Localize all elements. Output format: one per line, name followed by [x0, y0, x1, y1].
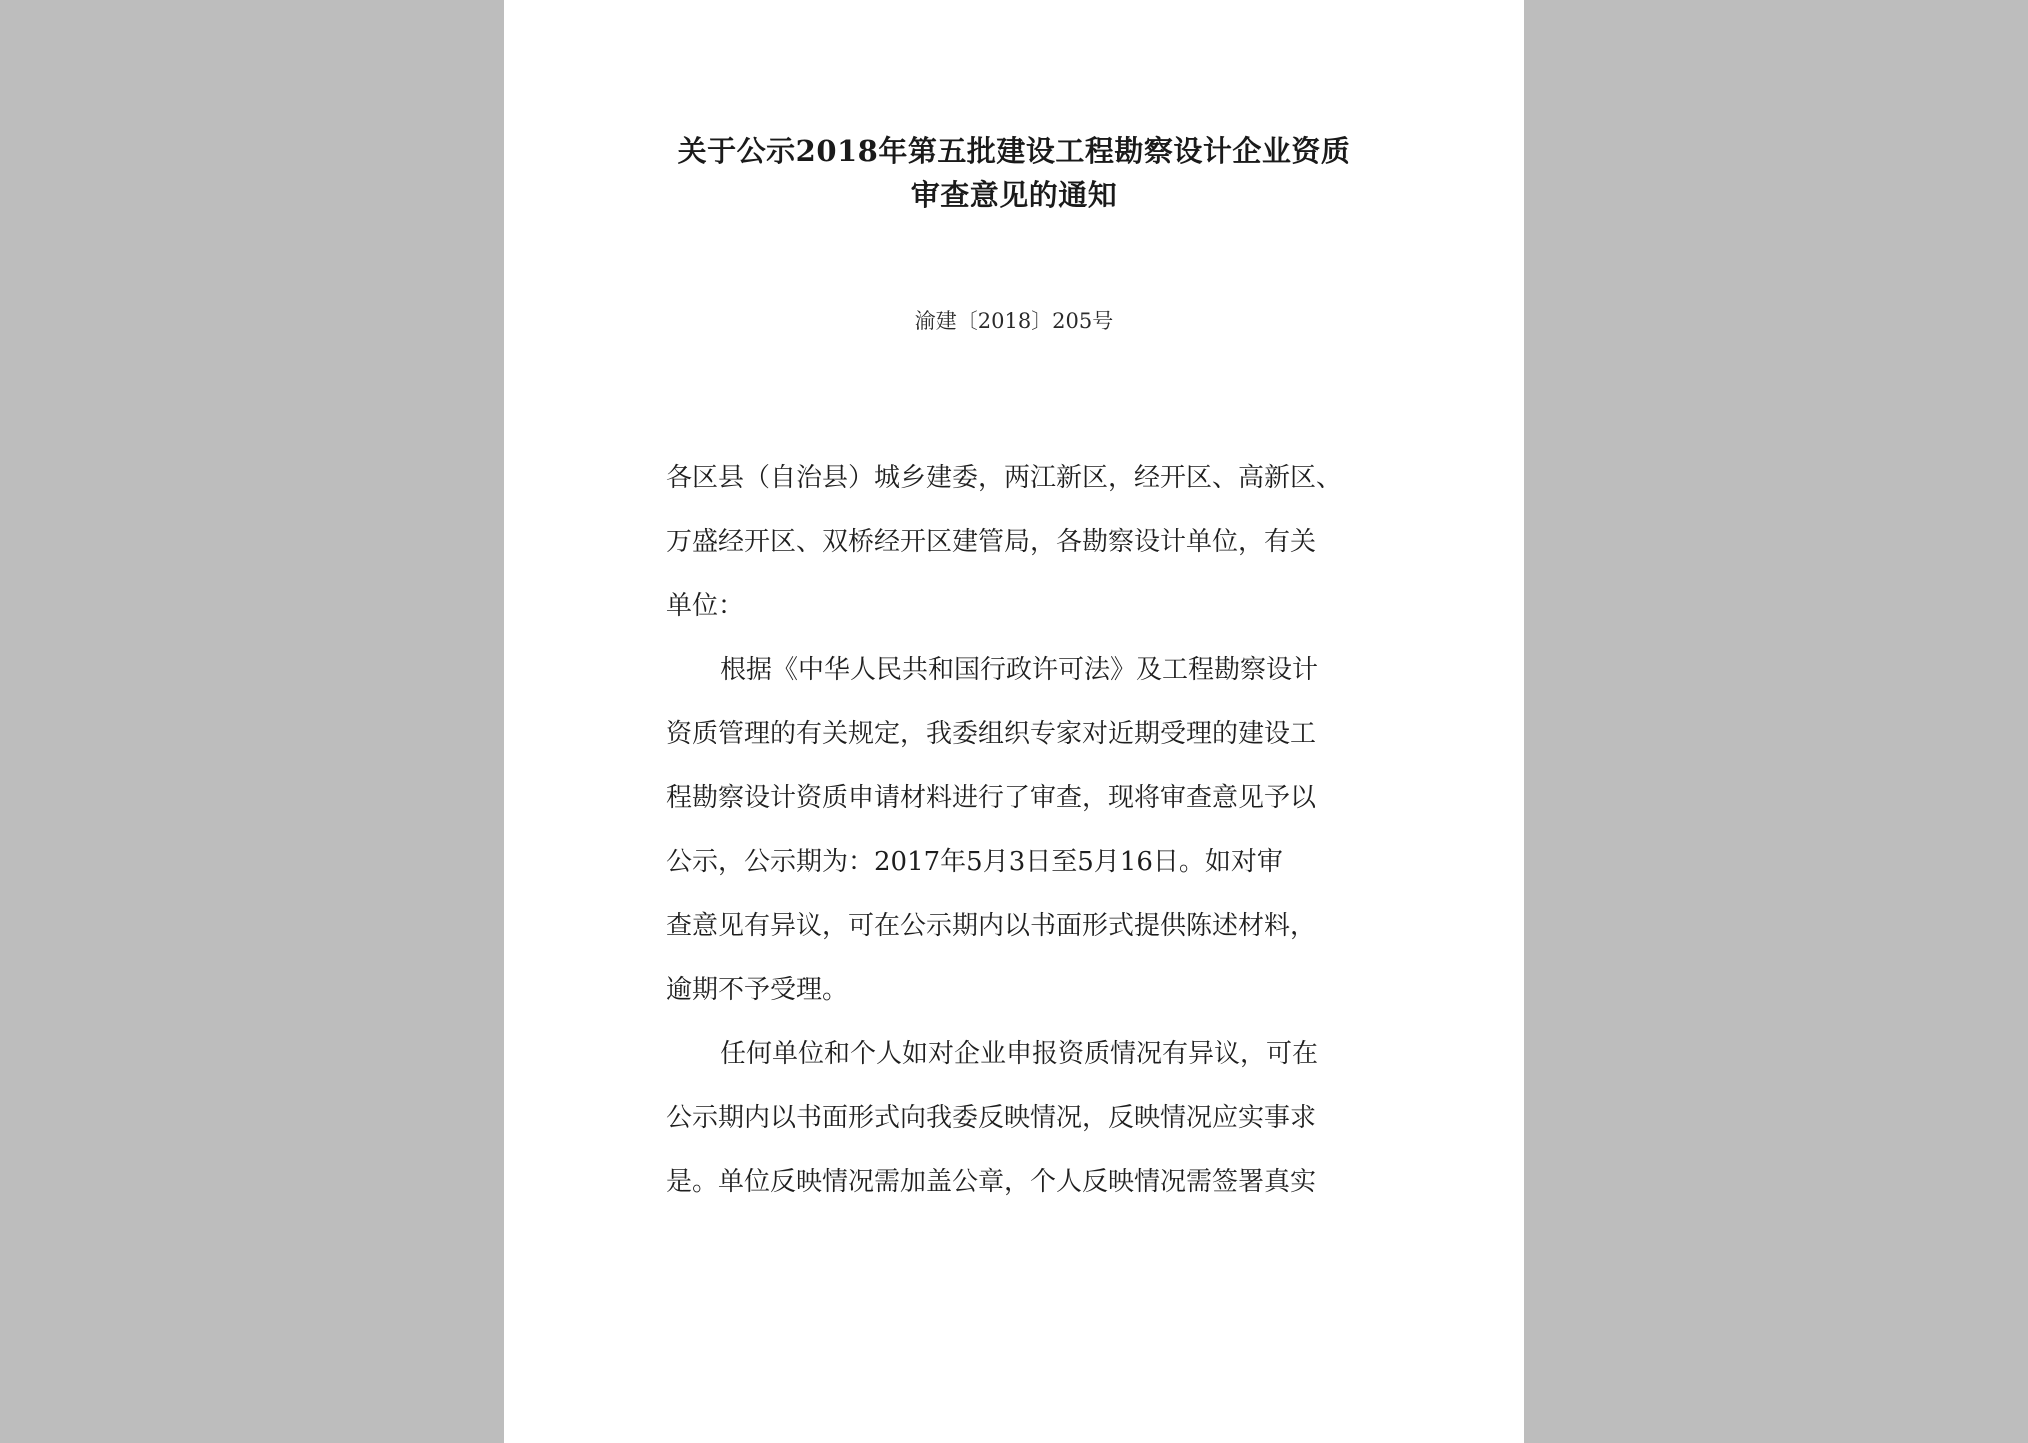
paragraph-1-line-6: 逾期不予受理。 — [666, 975, 849, 1005]
paragraph-2-line-2: 公示期内以书面形式向我委反映情况，反映情况应实事求 — [666, 1103, 1317, 1133]
document-title-line-1: 关于公示2018年第五批建设工程勘察设计企业资质 — [677, 134, 1351, 168]
addressee-line-1: 各区县（自治县）城乡建委，两江新区，经开区、高新区、 — [666, 463, 1343, 493]
paragraph-1-line-5: 查意见有异议，可在公示期内以书面形式提供陈述材料， — [666, 911, 1317, 941]
paragraph-1-line-4: 公示，公示期为：2017年5月3日至5月16日。如对审 — [666, 847, 1283, 877]
paragraph-2-line-3: 是。单位反映情况需加盖公章，个人反映情况需签署真实 — [666, 1167, 1317, 1197]
document-page — [504, 0, 1524, 1443]
paragraph-2-line-1: 任何单位和个人如对企业申报资质情况有异议，可在 — [720, 1039, 1319, 1069]
addressee-line-3: 单位： — [666, 591, 745, 621]
document-number: 渝建〔2018〕205号 — [914, 309, 1114, 333]
addressee-line-2: 万盛经开区、双桥经开区建管局，各勘察设计单位，有关 — [666, 527, 1317, 557]
paragraph-1-line-2: 资质管理的有关规定，我委组织专家对近期受理的建设工 — [666, 719, 1317, 749]
paragraph-1-line-3: 程勘察设计资质申请材料进行了审查，现将审查意见予以 — [666, 783, 1317, 813]
document-title-line-2: 审查意见的通知 — [910, 178, 1118, 212]
paragraph-1-line-1: 根据《中华人民共和国行政许可法》及工程勘察设计 — [720, 655, 1319, 685]
